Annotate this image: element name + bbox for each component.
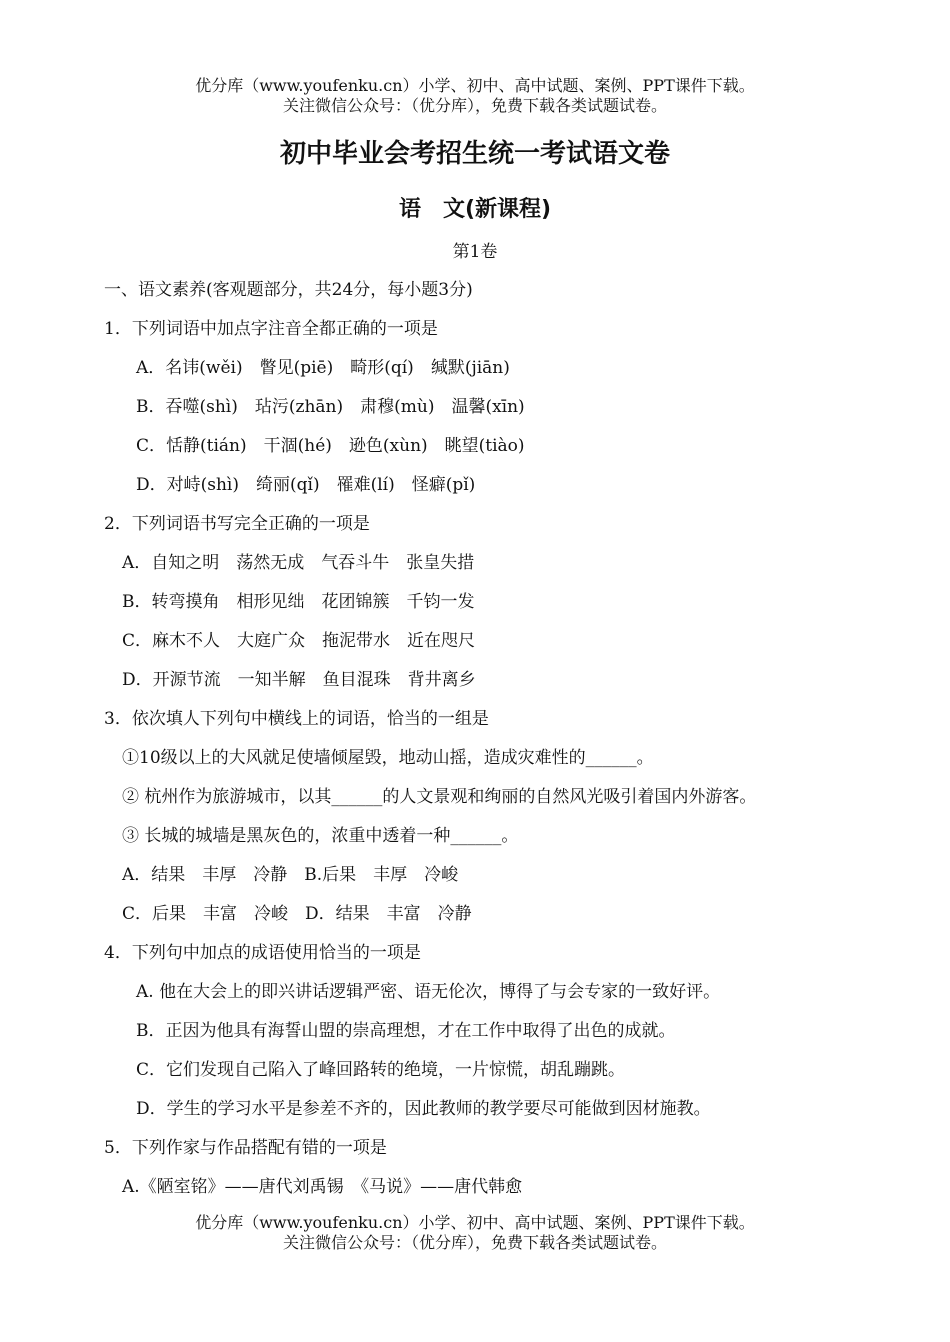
q2-option-a: A．自知之明 荡然无成 气吞斗牛 张皇失措 <box>122 553 475 573</box>
section-heading: 一、语文素养(客观题部分，共24分，每小题3分) <box>104 280 473 300</box>
q3-stem: 3．依次填人下列句中横线上的词语，恰当的一组是 <box>104 709 489 729</box>
q4-option-b: B．正因为他具有海誓山盟的崇高理想，才在工作中取得了出色的成就。 <box>136 1021 676 1041</box>
q1-option-b: B．吞噬(shì) 玷污(zhān) 肃穆(mù) 温馨(xīn) <box>136 397 525 417</box>
q2-option-c: C．麻木不人 大庭广众 拖泥带水 近在咫尺 <box>122 631 476 651</box>
q2-option-b: B．转弯摸角 相形见绌 花团锦簇 千钧一发 <box>122 592 475 612</box>
exam-title: 初中毕业会考招生统一考试语文卷 <box>279 139 670 169</box>
q2-stem: 2．下列词语书写完全正确的一项是 <box>104 514 370 534</box>
q1-option-d: D．对峙(shì) 绮丽(qǐ) 罹难(lí) 怪癖(pǐ) <box>136 475 476 495</box>
q3-options-cd: C．后果 丰富 冷峻 D．结果 丰富 冷静 <box>122 904 472 924</box>
q2-option-d: D．开源节流 一知半解 鱼目混珠 背井离乡 <box>122 670 476 690</box>
q4-option-c: C．它们发现自己陷入了峰回路转的绝境，一片惊慌，胡乱蹦跳。 <box>136 1060 626 1080</box>
q3-sentence-3: ③ 长城的城墙是黑灰色的，浓重中透着一种______。 <box>122 826 519 846</box>
q4-option-a: A. 他在大会上的即兴讲话逻辑严密、语无伦次，博得了与会专家的一致好评。 <box>136 982 721 1002</box>
q1-option-a: A．名讳(wěi) 瞥见(piē) 畸形(qí) 缄默(jiān) <box>136 358 510 378</box>
q1-stem: 1．下列词语中加点字注音全都正确的一项是 <box>104 319 438 339</box>
footer-line-1: 优分库（www.youfenku.cn）小学、初中、高中试题、案例、PPT课件下载。 <box>195 1213 755 1232</box>
exam-subtitle: 语 文(新课程) <box>398 197 552 222</box>
q1-option-c: C．恬静(tián) 干涸(hé) 逊色(xùn) 眺望(tiào) <box>136 436 525 456</box>
q5-option-a: A.《陋室铭》——唐代刘禹锡 《马说》——唐代韩愈 <box>122 1177 523 1197</box>
volume-label: 第1卷 <box>452 242 498 262</box>
q3-sentence-2: ② 杭州作为旅游城市，以其______的人文景观和绚丽的自然风光吸引着国内外游客。 <box>122 787 757 807</box>
q4-option-d: D．学生的学习水平是参差不齐的，因此教师的教学要尽可能做到因材施教。 <box>136 1099 711 1119</box>
q3-sentence-1: ①10级以上的大风就足使墙倾屋毁，地动山摇，造成灾难性的______。 <box>122 748 654 768</box>
header-line-2: 关注微信公众号：（优分库），免费下载各类试题试卷。 <box>282 96 667 115</box>
page-header <box>0 76 950 116</box>
page-footer <box>0 1213 950 1253</box>
footer-line-2: 关注微信公众号：（优分库），免费下载各类试题试卷。 <box>282 1233 667 1252</box>
header-line-1: 优分库（www.youfenku.cn）小学、初中、高中试题、案例、PPT课件下载。 <box>195 76 755 95</box>
q4-stem: 4．下列句中加点的成语使用恰当的一项是 <box>104 943 421 963</box>
q3-options-ab: A．结果 丰厚 冷静 B.后果 丰厚 冷峻 <box>122 865 459 885</box>
q5-stem: 5．下列作家与作品搭配有错的一项是 <box>104 1138 387 1158</box>
